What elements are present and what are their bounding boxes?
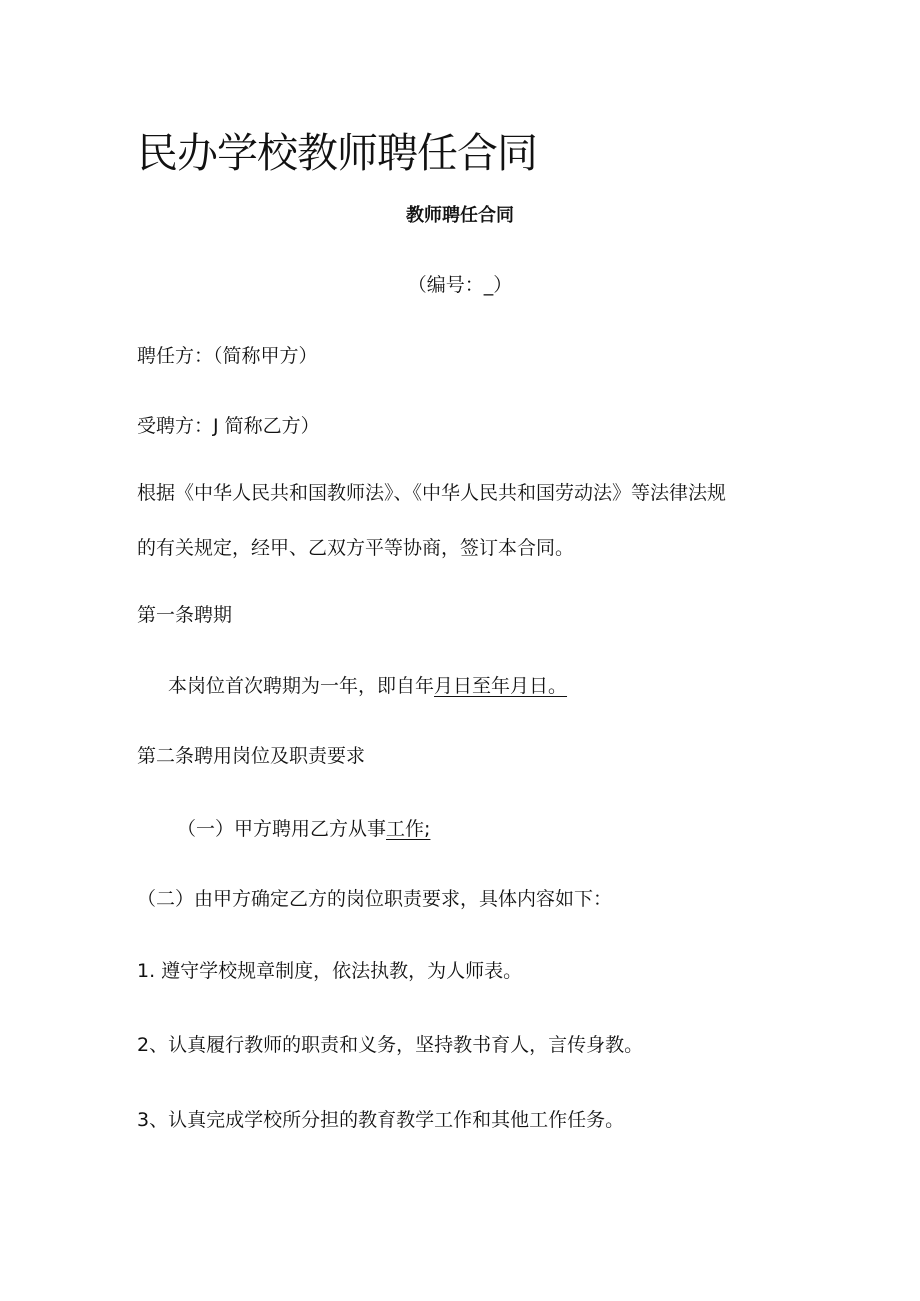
article-1-term-dates: 月日至年月日。 <box>434 675 568 697</box>
duty-3: 3、认真完成学校所分担的教育教学工作和其他工作任务。 <box>137 1109 625 1131</box>
preamble-line-1: 根据《中华人民共和国教师法》、《中华人民共和国劳动法》等法律法规 <box>137 482 727 504</box>
preamble-line-2: 的有关规定，经甲、乙双方平等协商，签订本合同。 <box>137 537 575 559</box>
duty-1: 1. 遵守学校规章制度，依法执教，为人师表。 <box>137 960 523 982</box>
article-2-heading: 第二条聘用岗位及职责要求 <box>137 745 366 767</box>
article-1-heading: 第一条聘期 <box>137 604 233 626</box>
duty-2: 2、认真履行教师的职责和义务，坚持教书育人，言传身教。 <box>137 1034 644 1056</box>
article-1-text <box>168 677 567 696</box>
employee-party: 受聘方：J 简称乙方） <box>137 415 320 437</box>
contract-number: （编号：_） <box>407 274 513 296</box>
article-2-item-2: （二）由甲方确定乙方的岗位职责要求，具体内容如下： <box>137 888 613 910</box>
document-title: 民办学校教师聘任合同 <box>137 129 537 177</box>
document-subtitle: 教师聘任合同 <box>406 205 514 226</box>
article-2-item-1-prefix: （一）甲方聘用乙方从事 <box>177 818 387 840</box>
employer-party: 聘任方：（简称甲方） <box>137 345 318 367</box>
article-2-item-1-job: 工作; <box>386 818 431 840</box>
article-2-item-1 <box>177 820 430 839</box>
article-1-text-prefix: 本岗位首次聘期为一年，即自年 <box>168 675 435 697</box>
